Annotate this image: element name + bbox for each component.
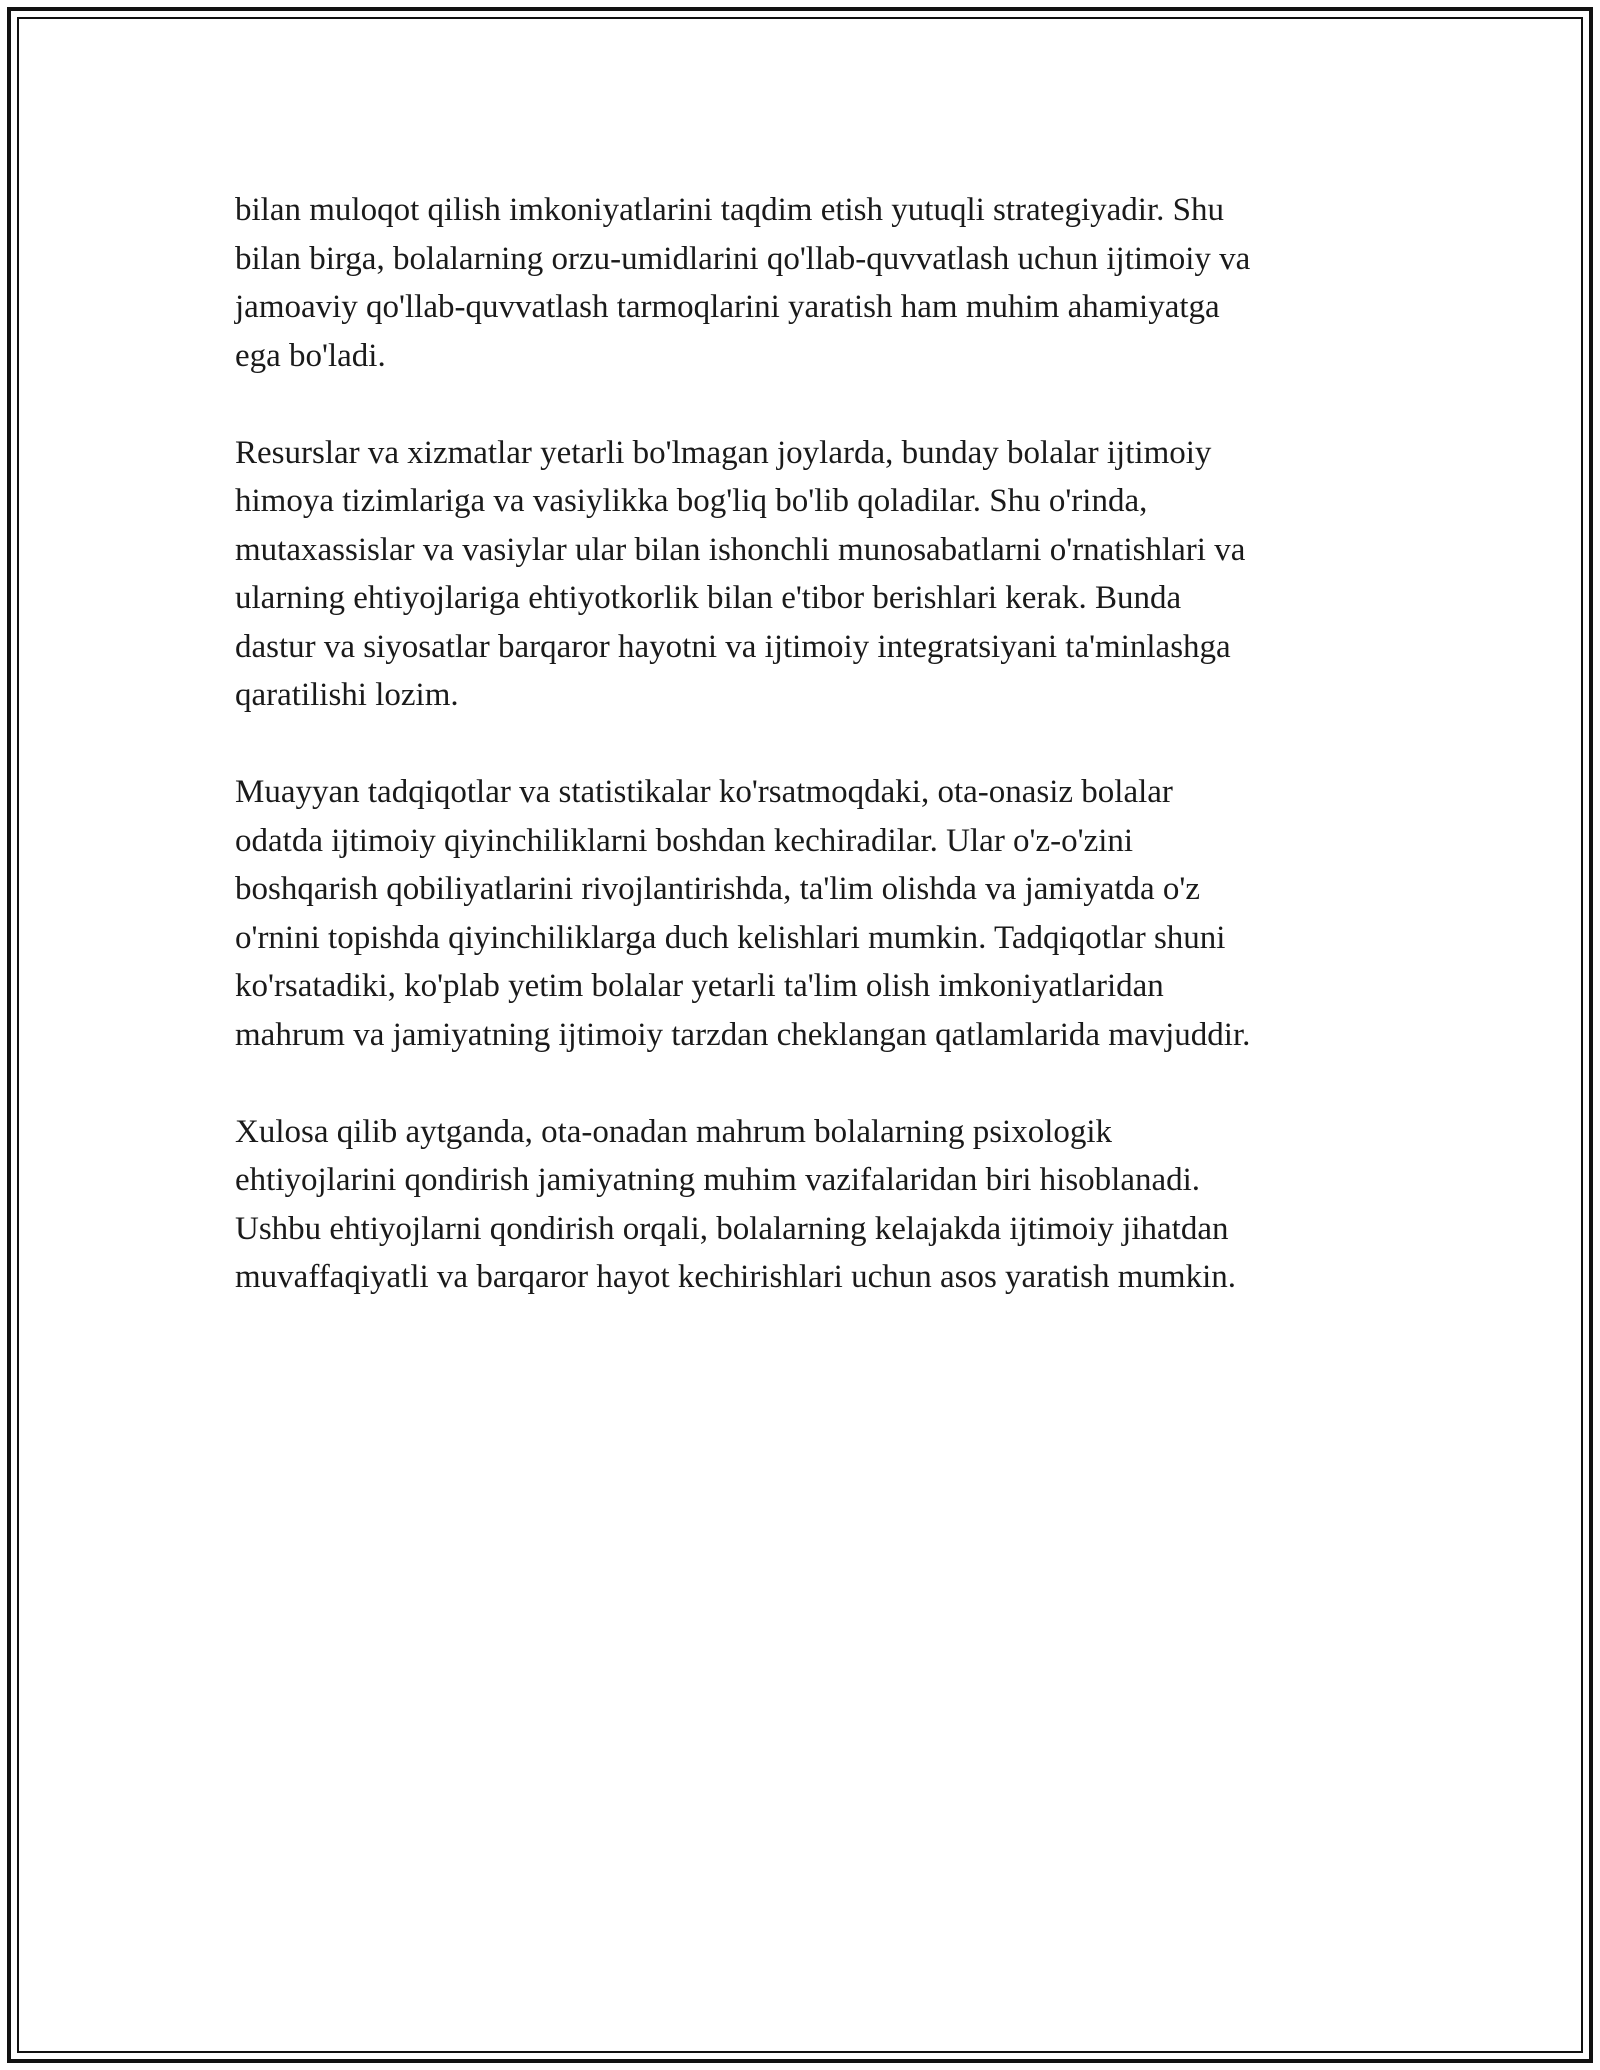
text-line: Xulosa qilib aytganda, ota-onadan mahrum bolalarning psixologik [235,1113,1113,1150]
text-line: ega bo'ladi. [235,337,386,374]
text-line: muvaffaqiyatli va barqaror hayot kechirishlari uchun asos yaratish mumkin. [235,1259,1237,1295]
text-line: bilan birga, bolalarning orzu-umidlarini qo'llab-quvvatlash uchun ijtimoiy va [235,240,1251,277]
text-line: o'rnini topishda qiyinchiliklarga duch kelishlari mumkin. Tadqiqotlar shuni [235,919,1226,956]
text-line: ularning ehtiyojlariga ehtiyotkorlik bilan e'tibor berishlari kerak. Bunda [235,580,1182,616]
document-body [235,186,1385,1350]
paragraph-2 [235,429,1385,720]
text-line: Ushbu ehtiyojlarni qondirish orqali, bolalarning kelajakda ijtimoiy jihatdan [235,1210,1229,1247]
text-line: odatda ijtimoiy qiyinchiliklarni boshdan kechiradilar. Ular o'z-o'zini [235,822,1134,859]
paragraph-3 [235,768,1385,1059]
text-line: qaratilishi lozim. [235,677,459,713]
text-line: jamoaviy qo'llab-quvvatlash tarmoqlarini yaratish ham muhim ahamiyatga [235,289,1220,325]
text-line: himoya tizimlariga va vasiylikka bog'liq bo'lib qoladilar. Shu o'rinda, [235,483,1148,519]
text-line: bilan muloqot qilish imkoniyatlarini taqdim etish yutuqli strategiyadir. Shu [235,192,1225,228]
paragraph-4 [235,1108,1385,1302]
text-line: Resurslar va xizmatlar yetarli bo'lmagan joylarda, bunday bolalar ijtimoiy [235,434,1212,471]
text-line: boshqarish qobiliyatlarini rivojlantirishda, ta'lim olishda va jamiyatda o'z [235,871,1201,907]
paragraph-1 [235,186,1385,380]
text-line: mahrum va jamiyatning ijtimoiy tarzdan cheklangan qatlamlarida mavjuddir. [235,1016,1251,1053]
text-line: ehtiyojlarini qondirish jamiyatning muhim vazifalaridan biri hisoblanadi. [235,1162,1201,1198]
text-line: mutaxassislar va vasiylar ular bilan ishonchli munosabatlarni o'rnatishlari va [235,531,1246,568]
text-line: dastur va siyosatlar barqaror hayotni va ijtimoiy integratsiyani ta'minlashga [235,628,1231,665]
text-line: ko'rsatadiki, ko'plab yetim bolalar yetarli ta'lim olish imkoniyatlaridan [235,968,1164,1004]
text-line: Muayyan tadqiqotlar va statistikalar ko'rsatmoqdaki, ota-onasiz bolalar [235,774,1173,810]
